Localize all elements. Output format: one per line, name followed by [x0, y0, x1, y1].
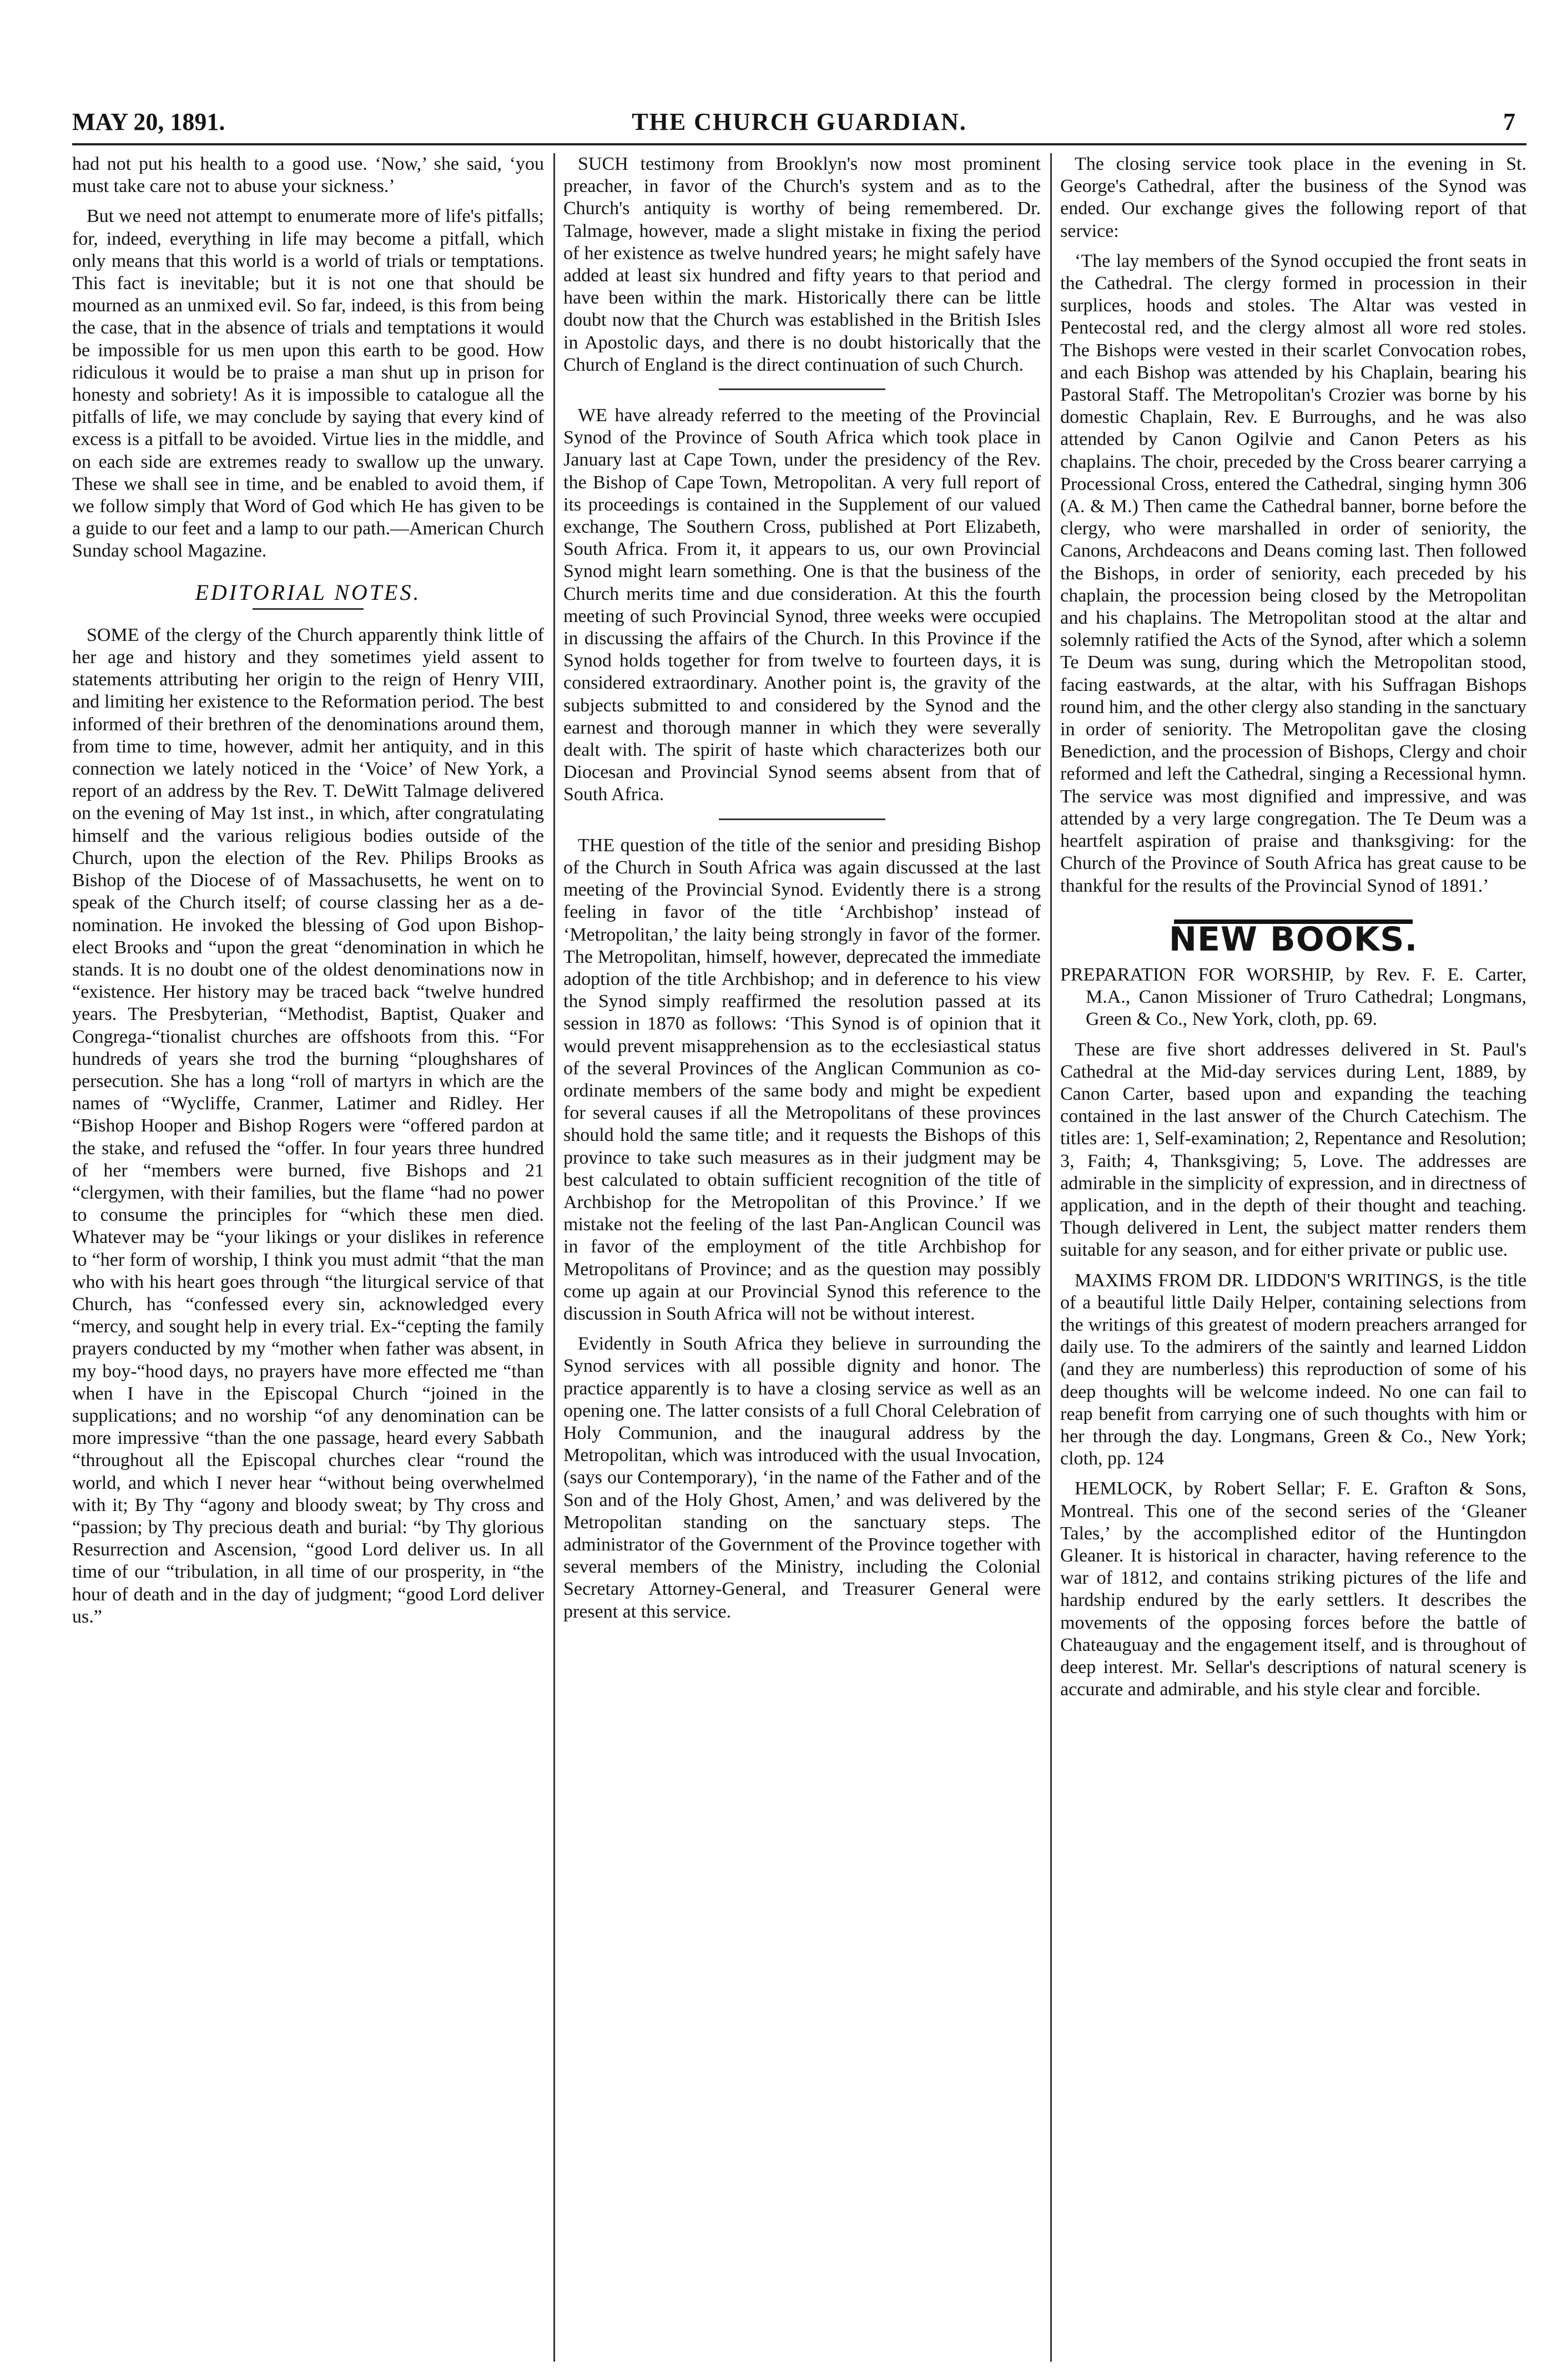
section-heading-editorial: EDITORIAL NOTES.: [195, 579, 421, 605]
column-divider: [553, 153, 555, 2362]
masthead: [72, 100, 1526, 144]
book-entry: MAXIMS FROM DR. LIDDON'S WRITINGS, is the title of a beautiful little Daily Helper, containing selections from the writings of this greatest of modern preachers arranged for daily use. To the admirers of the saintly and learned Liddon (and they are numberless) this reproduction of some of his deep thoughts will be welcome indeed. No one can fail to reap benefit from carrying one of such thoughts with him or her through the day. Longmans, Green & Co., New York; cloth, pp. 124: [1060, 1270, 1526, 1469]
paragraph: WE have already referred to the meeting of the Provincial Synod of the Province of South Africa which took place in January last at Cape Town, under the presidency of the Rev. the Bishop of Cape Town, Metropolitan. A very full report of its proceedings is contained in the Supplement of our valued exchange, The Southern Cross, published at Port Elizabeth, South Africa. From it, it appears to us, our own Provincial Synod might learn something. One is that the business of the Church merits time and due consideration. At this the fourth meeting of such Provincial Synod, three weeks were occupied in discussing the affairs of the Church. In this Province if the Synod holds together for from twelve to fourteen days, it is considered extraordinary. Another point is, the gravity of the subjects submitted to and considered by the Synod and the earnest and thorough manner in which they were severally dealt with. The spirit of haste which characterizes both our Diocesan and Provincial Synod seems absent from that of South Africa.: [563, 405, 1041, 805]
column-3: [1060, 153, 1526, 2367]
book-entry: PREPARATION FOR WORSHIP, by Rev. F. E. Carter, M.A., Canon Missioner of Truro Cathedral; Longmans, Green & Co., New York, cloth, pp. 69.: [1060, 964, 1526, 1030]
masthead-rule: [72, 143, 1526, 145]
paragraph: SUCH testimony from Brooklyn's now most prominent preacher, in favor of the Church's system and as to the Church's antiquity is worthy of being remembered. Dr. Talmage, however, made a slight mistake in fixing the period of her existence as twelve hundred years; he might safely have added at least six hundred and fifty years to that period and have been within the mark. Historically there can be little doubt now that the Church was established in the British Isles in Apostolic days, and there is no doubt historically that the Church of England is the direct continuation of such Church.: [563, 154, 1041, 375]
column-2: [563, 153, 1041, 2367]
divider: [719, 818, 885, 820]
issue-date: MAY 20, 1891.: [72, 108, 225, 135]
book-entry: HEMLOCK, by Robert Sellar; F. E. Grafton & Sons, Montreal. This one of the second series of the ‘Gleaner Tales,’ by the accomplished editor of the Huntingdon Gleaner. It is historical in character, having reference to the war of 1812, and contains striking pictures of the life and hardship endured by the early settlers. It describes the movements of the opposing forces before the battle of Chateauguay and the engagement itself, and is throughout of deep interest. Mr. Sellar's descriptions of natural scenery is accurate and admirable, and his style clear and forcible.: [1060, 1478, 1526, 1700]
page-number: 7: [1503, 108, 1515, 135]
column-1: [72, 153, 544, 2367]
paragraph: Evidently in South Africa they believe in surrounding the Synod services with all possible dignity and honor. The practice apparently is to have a closing service as well as an opening one. The latter consists of a full Choral Celebration of Holy Communion, and the inaugural address by the Metropolitan, which was introduced with the usual Invocation, (says our Contemporary), ‘in the name of the Father and of the Son and of the Holy Ghost, Amen,’ and was delivered by the Metropolitan standing on the sanctuary steps. The administrator of the Government of the Province together with several members of the Ministry, including the Colonial Secretary Attorney-General, and Treasurer General were present at this service.: [563, 1333, 1041, 1622]
paper-title: THE CHURCH GUARDIAN.: [632, 108, 967, 135]
paragraph: The closing service took place in the evening in St. George's Cathedral, after the business of the Synod was ended. Our exchange gives the following report of that service:: [1060, 154, 1526, 241]
paragraph: But we need not attempt to enumerate more of life's pitfalls; for, indeed, everything in life may become a pitfall, which only means that this world is a world of trials or temptations. This fact is inevitable; but it is not one that should be mourned as an unmixed evil. So far, indeed, is this from being the case, that in the absence of trials and temptations it would be impossible for us men upon this earth to be good. How ridiculous it would be to praise a man shut up in prison for honesty and sobriety! As it is impossible to catalogue all the pitfalls of life, we may conclude by saying that every kind of excess is a pitfall to be avoided. Virtue lies in the middle, and on each side are extremes ready to swallow up the unwary. These we shall see in time, and be enabled to avoid them, if we follow simply that Word of God which He has given to be a guide to our feet and a lamp to our path.—American Church Sunday school Magazine.: [72, 206, 544, 562]
paragraph: ‘The lay members of the Synod occupied the front seats in the Cathedral. The clergy formed in procession in their surplices, hoods and stoles. The Altar was vested in Pentecostal red, and the clergy almost all wore red stoles. The Bishops were vested in their scarlet Convocation robes, and each Bishop was attended by his Chaplain, bearing his Pastoral Staff. The Metropolitan's Crozier was borne by his domestic Chaplain, Rev. E Burroughs, and he was also attended by Canon Ogilvie and Canon Peters as his chaplains. The choir, preceded by the Cross bearer carrying a Processional Cross, entered the Cathedral, singing hymn 306 (A. & M.) Then came the Cathedral banner, borne before the clergy, who were marshalled in order of seniority, the Canons, Archdeacons and Deans coming last. Then followed the Bishops, in order of seniority, each preceded by his chaplain, the procession being closed by the Metropolitan and his chaplains. The Metropolitan stood at the altar and solemnly ratified the Acts of the Synod, after which a solemn Te Deum was sung, during which the Metropolitan stood, facing eastwards, at the altar, with his Suffragan Bishops round him, and the other clergy also standing in the sanctuary in order of seniority. The Metropolitan gave the closing Benediction, and the procession of Bishops, Clergy and choir reformed and left the Cathedral, singing a Recessional hymn. The service was most dignified and impressive, and was attended by a very large congregation. The Te Deum was a heartfelt aspiration of praise and thanksgiving: for the Church of the Province of South Africa has great cause to be thankful for the results of the Provincial Synod of 1891.’: [1060, 250, 1526, 896]
divider: [253, 608, 364, 610]
newspaper-page: [72, 100, 1526, 2364]
paragraph: SOME of the clergy of the Church apparently think little of her age and history and they sometimes yield assent to statements attributing her origin to the reign of Henry VIII, and limiting her existence to the Reformation period. The best informed of their brethren of the denominations around them, from time to time, however, admit her antiquity, and in this connection we lately noticed in the ‘Voice’ of New York, a report of an address by the Rev. T. DeWitt Talmage delivered on the evening of May 1st inst., in which, after congratulating himself and the various religious bodies outside of the Church, upon the election of the Rev. Philips Brooks as Bishop of the Diocese of of Massachusetts, he went on to speak of the Church itself; of course classing her as a de-nomination. He invoked the blessing of God upon Bishop-elect Brooks and “upon the great “denomination in which he stands. It is no doubt one of the oldest denominations now in “existence. Her history may be traced back “twelve hundred years. The Presbyterian, “Methodist, Baptist, Quaker and Congrega-“tionalist churches are offshoots from this. “For hundreds of years she trod the burning “ploughshares of persecution. She has a long “roll of martyrs in which are the names of “Wycliffe, Cranmer, Latimer and Ridley. Her “Bishop Hooper and Bishop Rogers were “offered pardon at the stake, and refused the “offer. In four years three hundred of her “members were burned, five Bishops and 21 “clergymen, with their families, but the flame “had no power to consume the principles for “which these men died. Whatever may be “your likings or your dislikes in reference to “her form of worship, I think you must admit “that the man who with his heart goes through “the liturgical service of that Church, has “confessed every sin, acknowledged every “mercy, and sought help in every trial. Ex-“cepting the family prayers conducted by my “mother when father was absent, in my boy-“hood days, no prayers have more effected me “than when I have in the Episcopal Church “joined in the supplications; and no worship “of any denomination can be more impressive “than the one passage, heard every Sabbath “throughout all the Episcopal churches clear “round the world, and which I never hear “without being overwhelmed with it; By Thy “agony and bloody sweat; by Thy cross and “passion; by Thy precious death and burial: “by Thy glorious Resurrection and Ascension, “good Lord deliver us. In all time of our “tribulation, in all time of our prosperity, in “the hour of death and in the day of judgment; “good Lord deliver us.”: [72, 624, 544, 1627]
column-divider: [1050, 153, 1052, 2362]
paragraph: These are five short addresses delivered in St. Paul's Cathedral at the Mid-day services during Lent, 1889, by Canon Carter, based upon and expanding the teaching contained in the last answer of the Church Catechism. The titles are: 1, Self-examination; 2, Repentance and Resolution; 3, Faith; 4, Thanksgiving; 5, Love. The addresses are admirable in the simplicity of expression, and in directness of application, and in the depth of their thought and teaching. Though delivered in Lent, the subject matter renders them suitable for any season, and for either private or public use.: [1060, 1039, 1526, 1261]
divider: [719, 388, 885, 390]
paragraph: had not put his health to a good use. ‘Now,’ she said, ‘you must take care not to abuse your sickness.’: [72, 154, 544, 197]
paragraph: THE question of the title of the senior and presiding Bishop of the Church in South Africa was again discussed at the last meeting of the Provincial Synod. Evidently there is a strong feeling in favor of the title ‘Archbishop’ instead of ‘Metropolitan,’ the laity being strongly in favor of the former. The Metropolitan, himself, however, deprecated the immediate adoption of the title Archbishop; and in deference to his view the Synod simply reaffirmed the resolution passed at its session in 1870 as follows: ‘This Synod is of opinion that it would prevent misapprehension as to the ecclesiastical status of the several Provinces of the Anglican Communion as co-ordinate members of the same body and might be expedient for several causes if all the Metropolitans of these provinces should hold the same title; and it requests the Bishops of this province to take such measures as in their judgment may be best calculated to obtain sufficient recognition of the title of Archbishop for the Metropolitan of this Province.’ If we mistake not the feeling of the last Pan-Anglican Council was in favor of the employment of the title Archbishop for Metropolitans of Province; and as the question may possibly come up again at our Provincial Synod this reference to the discussion in South Africa will not be without interest.: [563, 835, 1041, 1324]
section-heading-new-books: NEW BOOKS.: [1168, 919, 1418, 959]
